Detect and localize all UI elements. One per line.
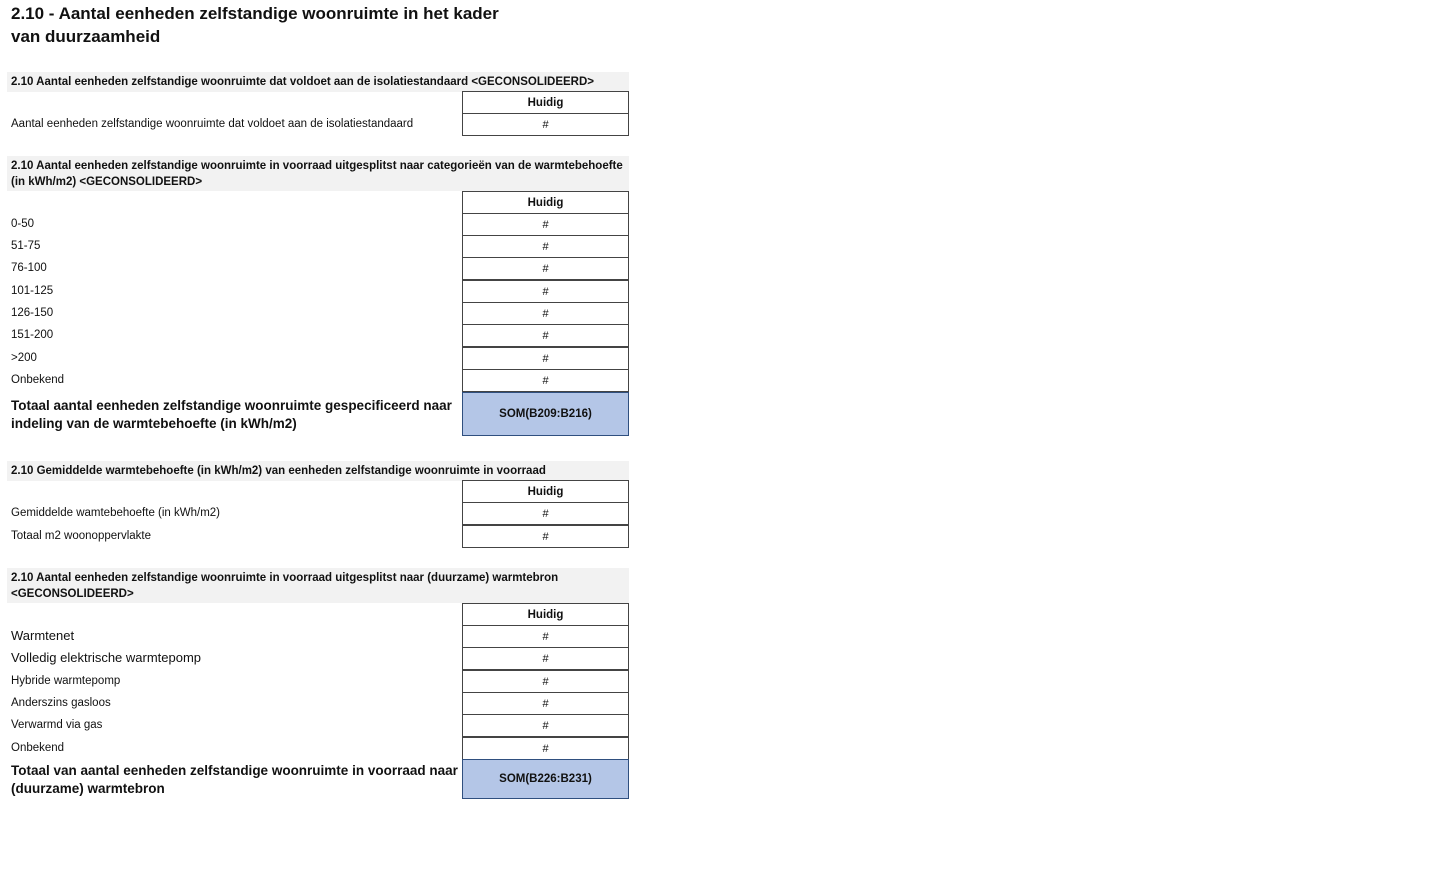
value-cell[interactable]: # [462,737,629,760]
page-title: 2.10 - Aantal eenheden zelfstandige woonruimte in het kader van duurzaamheid [11,4,499,46]
section-heading-heat-source: 2.10 Aantal eenheden zelfstandige woonruimte in voorraad uitgesplitst naar (duurzame) warmtebron <GECONSOLIDEERD> [7,568,629,603]
total-formula-cell[interactable]: SOM(B226:B231) [462,759,629,799]
row-label: Onbekend [11,742,65,754]
row-label: 126-150 [11,307,54,319]
value-cell[interactable]: # [462,280,629,303]
column-header-huidig: Huidig [462,91,629,114]
total-formula-cell[interactable]: SOM(B209:B216) [462,392,629,436]
column-header-huidig: Huidig [462,480,629,503]
value-cell[interactable]: # [462,647,629,670]
row-label: 151-200 [11,329,54,341]
row-label: Hybride warmtepomp [11,675,121,687]
column-header-huidig: Huidig [462,191,629,214]
section-heading-isolation: 2.10 Aantal eenheden zelfstandige woonruimte dat voldoet aan de isolatiestandaard <GECONSOLIDEERD> [7,72,629,92]
row-label: Aantal eenheden zelfstandige woonruimte dat voldoet aan de isolatiestandaard [11,118,414,130]
value-cell[interactable]: # [462,525,629,548]
value-cell[interactable]: # [462,324,629,347]
value-cell[interactable]: # [462,113,629,136]
value-cell[interactable]: # [462,213,629,236]
value-cell[interactable]: # [462,692,629,715]
value-cell[interactable]: # [462,714,629,737]
row-label: Volledig elektrische warmtepomp [11,650,202,665]
total-label: Totaal aantal eenheden zelfstandige woonruimte gespecificeerd naar indeling van de warmtebehoefte (in kWh/m2) [11,398,452,431]
value-cell[interactable]: # [462,235,629,258]
row-label: Warmtenet [11,628,75,643]
value-cell[interactable]: # [462,302,629,325]
value-cell[interactable]: # [462,670,629,693]
value-cell[interactable]: # [462,257,629,280]
row-label: 101-125 [11,285,54,297]
row-label: Onbekend [11,374,65,386]
total-label: Totaal van aantal eenheden zelfstandige woonruimte in voorraad naar (duurzame) warmtebron [11,763,458,796]
section-heading-heat-demand-categories: 2.10 Aantal eenheden zelfstandige woonruimte in voorraad uitgesplitst naar categorieën van de warmtebehoefte (in kWh/m2) <GECONSOLIDEERD> [7,156,629,191]
value-cell[interactable]: # [462,502,629,525]
value-cell[interactable]: # [462,625,629,648]
column-header-huidig: Huidig [462,603,629,626]
row-label: Totaal m2 woonoppervlakte [11,530,151,542]
row-label: Verwarmd via gas [11,719,103,731]
row-label: Anderszins gasloos [11,697,111,709]
row-label: 76-100 [11,262,47,274]
value-cell[interactable]: # [462,369,629,392]
section-heading-average-heat-demand: 2.10 Gemiddelde warmtebehoefte (in kWh/m2) van eenheden zelfstandige woonruimte in voorraad [7,461,629,481]
row-label: >200 [11,352,37,364]
row-label: 51-75 [11,240,41,252]
value-cell[interactable]: # [462,347,629,370]
row-label: Gemiddelde wamtebehoefte (in kWh/m2) [11,507,221,519]
row-label: 0-50 [11,218,35,230]
